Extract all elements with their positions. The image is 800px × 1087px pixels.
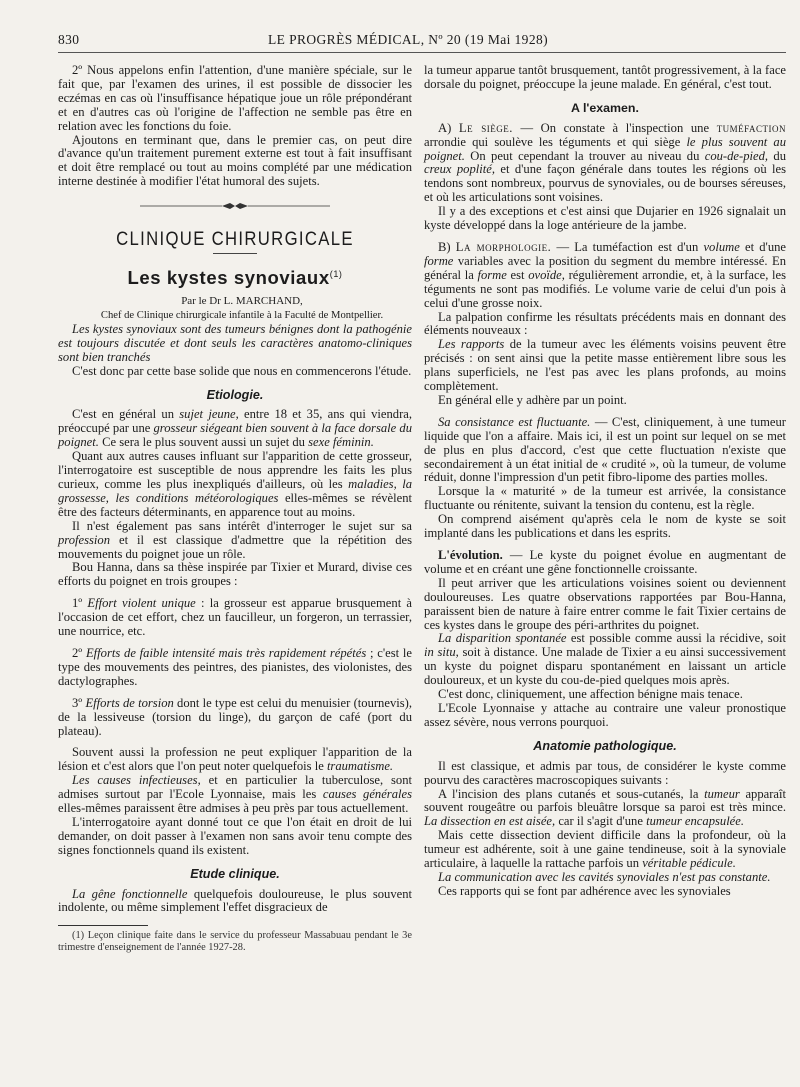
italic-run: causes générales bbox=[322, 787, 412, 802]
text-run: A) bbox=[438, 120, 459, 135]
italic-run: tumeur encapsulée. bbox=[646, 814, 745, 829]
text-run: quelquefois douloureuse, le plus souvent indolente, ou même simplement l'effet disgracieux de bbox=[58, 886, 412, 915]
paragraph: C'est donc, cliniquement, une affection bénigne mais tenace. bbox=[438, 687, 743, 702]
text-run: — On constate à l'inspection une bbox=[512, 120, 717, 135]
paragraph bbox=[424, 871, 786, 885]
italic-run: véritable pédicule. bbox=[642, 856, 736, 871]
italic-run: Effort violent unique bbox=[87, 596, 196, 611]
smallcaps-run: La morphologie. bbox=[455, 239, 552, 254]
paragraph: La palpation confirme les résultats précédents mais en donnant des éléments nouveaux : bbox=[424, 309, 786, 338]
paragraph bbox=[424, 338, 786, 394]
subhead-anatomie: Anatomie pathologique. bbox=[533, 738, 677, 753]
paragraph: L'Ecole Lyonnaise y attache au contraire une valeur pronostique assez sévère, nous verrons pourquoi. bbox=[424, 700, 786, 729]
section-title: CLINIQUE CHIRURGICALE bbox=[116, 229, 354, 251]
paragraph bbox=[58, 450, 412, 520]
list-item bbox=[58, 697, 412, 739]
article-title-text: Les kystes synoviaux bbox=[127, 267, 330, 289]
text-run: Mais cette dissection devient difficile dans la profondeur, où la tumeur est adhérente, soit à une gaine tendineuse, soit à la synoviale articulaire, à laquelle la rattache parfois un bbox=[424, 828, 786, 871]
text-run: : la grosseur est apparue brusquement à l'occasion de cet effort, chez un faucilleur, un forgeron, un terrassier, une nourrice, etc. bbox=[58, 596, 412, 639]
paragraph: L'interrogatoire ayant donné tout ce que l'on était en droit de lui demander, on doit passer à l'examen non sans avoir tenu compte des signes fonctionnels quand ils existent. bbox=[58, 814, 412, 857]
italic-run: in situ, bbox=[424, 645, 459, 660]
paragraph bbox=[424, 241, 786, 311]
italic-run: Les rapports bbox=[438, 337, 505, 352]
text-run: et d'une bbox=[739, 239, 786, 254]
italic-run: La disparition spontanée bbox=[438, 631, 567, 646]
paragraph bbox=[424, 632, 786, 688]
paragraph bbox=[58, 520, 412, 562]
italic-run: Efforts de torsion bbox=[85, 695, 174, 710]
paragraph: la tumeur apparue tantôt brusquement, tantôt progressivement, à la face dorsale du poignet, préoccupe la jeune malade. En général, c'est tout. bbox=[424, 63, 786, 91]
paragraph: Il y a des exceptions et c'est ainsi que Dujarier en 1926 signalait un kyste développé dans la loge antérieure de la jambe. bbox=[424, 204, 786, 233]
running-header bbox=[58, 32, 786, 52]
paragraph bbox=[58, 746, 412, 774]
paragraph bbox=[424, 829, 786, 871]
paragraph bbox=[424, 788, 786, 830]
subhead-etude-clinique: Etude clinique. bbox=[190, 866, 280, 881]
paragraph: Lorsque la « maturité » de la tumeur est arrivée, la consistance fluctuante ou rénitente, suivant la tension du contenu, est la règle. bbox=[424, 484, 786, 513]
text-run: soit à distance. Une malade de Tixier a eu ainsi successivement un kyste du poignet disparu spontanément en laissant un article douloureux, et un kyste du cou-de-pied quelques mois après. bbox=[424, 645, 786, 688]
italic-run: La gêne fonctionnelle bbox=[72, 886, 188, 901]
italic-run: Sa consistance est fluctuante. bbox=[438, 414, 591, 429]
running-title: LE PROGRÈS MÉDICAL, Nº 20 (19 Mai 1928) bbox=[268, 32, 549, 47]
paragraph: Ces rapports qui se font par adhérence avec les synoviales bbox=[438, 883, 731, 898]
paragraph bbox=[424, 416, 786, 486]
left-column bbox=[58, 64, 412, 954]
italic-run: La dissection en est aisée, bbox=[424, 814, 556, 829]
text-run: arrondie qui soulève les téguments et qui siège bbox=[424, 134, 687, 149]
text-run: Ce sera le plus souvent aussi un sujet du bbox=[98, 435, 309, 450]
italic-run: forme bbox=[477, 267, 507, 282]
smallcaps-run: Le siège. bbox=[458, 120, 513, 135]
footnote-rule bbox=[58, 925, 148, 926]
text-run: est possible comme aussi la récidive, soit bbox=[566, 631, 786, 646]
text-run: — C'est, cliniquement, à une tumeur liquide que l'on a affaire. Mais ici, il est un point sur lequel on se met de plus en plus d'accord, c'est que cette fluctuation n'existe que secondairement à un état initial de « crudité », où la tumeur, de volume réduit, donne l'impression d'un petit fibro-lipome des parties molles. bbox=[424, 414, 787, 485]
paragraph bbox=[58, 888, 412, 916]
text-run: A l'incision des plans cutanés et sous-cutanés, la bbox=[438, 786, 705, 801]
text-run: apparaît souvent rougeâtre ou parfois bleuâtre lorsque sa paroi est très mince. bbox=[424, 786, 787, 815]
text-run: — Le kyste du poignet évolue en augmentant de volume et en créant une gêne fonctionnelle croissante. bbox=[424, 548, 786, 576]
paragraph: Ajoutons en terminant que, dans le premier cas, on peut dire d'avance qu'un traitement purement externe est tout à fait insuffisant et doit être remplacé ou tout au moins complété par une médication interne destinée à modifier l'état humoral des sujets. bbox=[58, 132, 412, 189]
paragraph: 2º Nous appelons enfin l'attention, d'une manière spéciale, sur le fait que, par l'examen des urines, il est possible de dissocier les eczémas en cas où l'insuffisance hépatique joue un rôle prépondérant et en d'autres cas où l'origine de l'affection ne semble pas être en relation avec les fonctions du foie. bbox=[58, 63, 412, 133]
italic-run: Les causes infectieuses, bbox=[72, 773, 201, 788]
affiliation: Chef de Clinique chirurgicale infantile à la Faculté de Montpellier. bbox=[100, 310, 384, 322]
text-run: dont le type est celui du menuisier (tournevis), de la lessiveuse (torsion du linge), du garçon de café (port du plateau). bbox=[58, 695, 412, 738]
text-run: On peut cependant la trouver au niveau du bbox=[464, 148, 705, 163]
text-run: C'est en général un bbox=[72, 407, 180, 422]
subhead-examen: A l'examen. bbox=[571, 100, 639, 115]
paragraph: Il est classique, et admis par tous, de considérer le kyste comme pourvu des caractères macroscopiques suivants : bbox=[424, 758, 786, 787]
paragraph bbox=[58, 408, 412, 450]
text-run: elles-mêmes paraissent être admises à peu près par tous actuellement. bbox=[58, 801, 409, 816]
subhead-etiologie: Etiologie. bbox=[206, 387, 264, 402]
ornament-divider-icon bbox=[140, 201, 330, 211]
italic-run: creux poplité, bbox=[424, 162, 495, 177]
italic-run: La communication avec les cavités synoviales n'est pas constante. bbox=[438, 869, 771, 884]
italic-run: ovoïde, bbox=[528, 267, 565, 282]
intro-italic-text: Les kystes synoviaux sont des tumeurs bénignes dont la pathogénie est toujours discutée et dont seuls les caractères anatomo-cliniques sont bien tranchés bbox=[58, 321, 412, 364]
italic-run: tumeur bbox=[704, 786, 740, 801]
italic-run: sexe féminin. bbox=[308, 435, 374, 450]
text-run: 1º bbox=[72, 596, 88, 611]
text-run: Quant aux autres causes influant sur l'apparition de cette grosseur, l'interrogatoire est susceptible de nous apprendre les faits les plus curieux, comme les plus inexpliqués d'ailleurs, où les bbox=[58, 449, 412, 491]
section-rule bbox=[213, 253, 257, 254]
paragraph bbox=[424, 549, 786, 577]
italic-run: profession bbox=[58, 532, 111, 547]
text-run: 3º bbox=[72, 695, 86, 710]
list-item bbox=[58, 647, 412, 689]
paragraph bbox=[58, 774, 412, 816]
italic-run: volume bbox=[703, 239, 740, 254]
text-run: ; c'est le type des mouvements des peintres, des pianistes, des violonistes, des dactylographes. bbox=[58, 645, 412, 688]
paragraph: Il peut arriver que les articulations voisines soient ou deviennent douloureuses. Les quatre observations rapportées par Bou-Hanna, paraissent bien de nature à faire entrer comme le fait Tixier certains de ces kystes dans le groupe des péri-arthrites du poignet. bbox=[424, 575, 786, 632]
footnote: (1) Leçon clinique faite dans le service du professeur Massabuau pendant le 3e trimestre d'enseignement de l'année 1927-28. bbox=[58, 930, 412, 954]
page-number: 830 bbox=[58, 32, 80, 47]
article-title bbox=[58, 267, 412, 289]
text-run: variables avec la position du segment du membre intéressé. En général la bbox=[424, 253, 786, 282]
text-run: B) bbox=[438, 239, 456, 254]
text-run: et il est classique d'admettre que la répétition des mouvements du poignet joue un rôle. bbox=[58, 532, 412, 561]
header-rule bbox=[58, 52, 786, 53]
text-run: et en particulier la tuberculose, sont admises surtout par l'Ecole Lyonnaise, mais les bbox=[58, 773, 412, 802]
italic-run: Efforts de faible intensité mais très rapidement répétés bbox=[85, 645, 367, 660]
text-run: du bbox=[768, 148, 786, 163]
text-run: et d'une façon générale dans toutes les régions où les tendons sont nombreux, pourvus de synoviales, ou de bourses séreuses, et où les articulations sont voisines. bbox=[424, 162, 786, 205]
italic-run: grosseur siégeant bien souvent à la face dorsale du poignet. bbox=[58, 421, 412, 450]
text-run: 2º bbox=[72, 645, 86, 660]
right-column bbox=[424, 64, 786, 899]
text-run: Il n'est également pas sans intérêt d'interroger le sujet sur sa bbox=[72, 518, 412, 533]
paragraph bbox=[424, 122, 786, 205]
italic-run: cou-de-pied, bbox=[704, 148, 769, 163]
footnote-mark: (1) bbox=[329, 269, 343, 280]
italic-run: sujet jeune, bbox=[179, 407, 239, 422]
text-run: Souvent aussi la profession ne peut expliquer l'apparition de la lésion et c'est alors que l'on peut noter quelquefois le bbox=[58, 745, 412, 774]
italic-run: forme bbox=[424, 253, 454, 268]
italic-run: le plus souvent au poignet. bbox=[424, 134, 786, 163]
smallcaps-run: tuméfaction bbox=[716, 120, 787, 135]
italic-run: traumatisme. bbox=[326, 759, 394, 774]
byline: Par le Dr L. MARCHAND, bbox=[181, 295, 303, 308]
paragraph: C'est donc par cette base solide que nous en commencerons l'étude. bbox=[72, 363, 412, 378]
text-run: elles-mêmes se révèlent être des facteurs déterminants, en apparence tout au moins. bbox=[58, 490, 412, 519]
bold-run: L'évolution. bbox=[438, 548, 503, 562]
list-item bbox=[58, 597, 412, 639]
text-run: de la tumeur avec les éléments voisins peuvent être précisés : on sent ainsi que la petite masse entièrement libre sous les plans superficiels, ne l'est pas avec les plans profonds, au moins complètement. bbox=[424, 337, 786, 394]
paragraph: On comprend aisément qu'après cela le nom de kyste se soit implanté dans les publications et dans les esprits. bbox=[424, 512, 786, 541]
paragraph: En général elle y adhère par un point. bbox=[438, 392, 627, 407]
text-run: entre 18 et 35, ans qui viendra, préoccupé par une bbox=[58, 407, 412, 436]
text-run: est bbox=[506, 267, 529, 282]
text-run: — La tuméfaction est d'un bbox=[551, 239, 704, 254]
text-run: car il s'agit d'une bbox=[555, 814, 647, 829]
intro-italic bbox=[58, 323, 412, 365]
paragraph: Bou Hanna, dans sa thèse inspirée par Tixier et Murard, divise ces efforts du poignet en trois groupes : bbox=[58, 560, 412, 589]
text-run: régulièrement arrondie, et, à la surface, les téguments ne sont pas modifiés. Le volume varie de celui d'un pois à celui d'une grosse noix. bbox=[424, 267, 787, 310]
italic-run: maladies, la grossesse, les conditions météorologiques bbox=[58, 477, 412, 505]
